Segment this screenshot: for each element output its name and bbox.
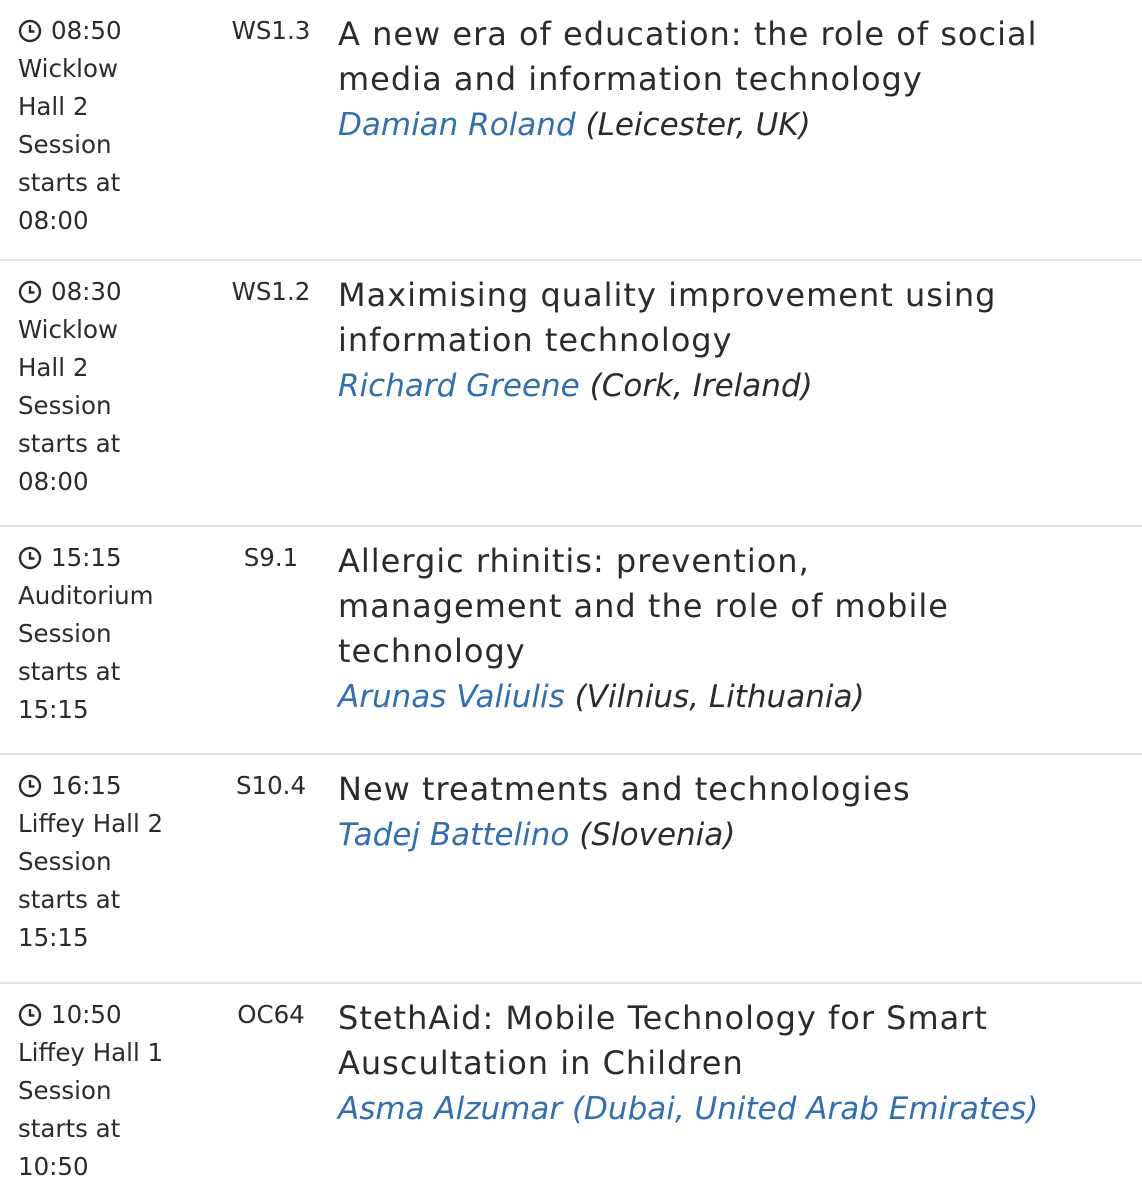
speaker-link[interactable]: Damian Roland (338, 107, 576, 143)
session-time: 16:15 (51, 771, 122, 800)
talk-title[interactable]: A new era of education: the role of social media and information technology (338, 15, 1038, 98)
speaker-link[interactable]: Tadej Battelino (338, 817, 570, 853)
speaker-affiliation: (Leicester, UK) (585, 107, 811, 143)
speaker-affiliation[interactable]: (Dubai, United Arab Emirates) (571, 1091, 1039, 1127)
session-code: S9.1 (243, 543, 299, 572)
session-meta (0, 261, 218, 525)
session-row (0, 0, 1142, 261)
session-location: Auditorium (18, 581, 154, 610)
clock-icon (18, 546, 42, 570)
talk-title[interactable]: Maximising quality improvement using information technology (338, 276, 997, 359)
session-time: 10:50 (51, 1000, 122, 1029)
session-code: S10.4 (235, 771, 307, 800)
session-start-text: Session starts at 15:15 (18, 847, 121, 952)
session-meta (0, 527, 218, 753)
session-meta (0, 755, 218, 982)
speaker-affiliation: (Cork, Ireland) (589, 368, 813, 404)
talk-title[interactable]: New treatments and technologies (338, 770, 911, 808)
clock-icon (18, 774, 42, 798)
session-code: WS1.2 (231, 277, 311, 306)
talk-title[interactable]: StethAid: Mobile Technology for Smart Auscultation in Children (338, 999, 988, 1082)
session-start-text: Session starts at 08:00 (18, 130, 121, 235)
speaker-link[interactable]: Asma Alzumar (338, 1091, 563, 1127)
clock-icon (18, 280, 42, 304)
session-meta (0, 984, 218, 1200)
clock-icon (18, 1003, 42, 1027)
session-start-text: Session starts at 10:50 (18, 1076, 121, 1181)
session-row (0, 755, 1142, 984)
session-location: Wicklow Hall 2 (18, 54, 118, 121)
session-location: Wicklow Hall 2 (18, 315, 118, 382)
speaker-link[interactable]: Richard Greene (338, 368, 580, 404)
session-code: WS1.3 (231, 16, 311, 45)
talk-title[interactable]: Allergic rhinitis: prevention, management and the role of mobile technology (338, 542, 949, 670)
session-time: 08:50 (51, 16, 122, 45)
session-time: 08:30 (51, 277, 122, 306)
clock-icon (18, 19, 42, 43)
speaker-link[interactable]: Arunas Valiulis (338, 679, 565, 715)
session-location: Liffey Hall 1 (18, 1038, 164, 1067)
session-row (0, 261, 1142, 527)
session-start-text: Session starts at 08:00 (18, 391, 121, 496)
session-location: Liffey Hall 2 (18, 809, 164, 838)
speaker-affiliation: (Vilnius, Lithuania) (574, 679, 865, 715)
session-meta (0, 0, 218, 259)
speaker-affiliation: (Slovenia) (579, 817, 736, 853)
session-start-text: Session starts at 15:15 (18, 619, 121, 724)
session-time: 15:15 (51, 543, 122, 572)
session-row (0, 527, 1142, 755)
session-row (0, 984, 1142, 1200)
session-code: OC64 (237, 1000, 305, 1029)
